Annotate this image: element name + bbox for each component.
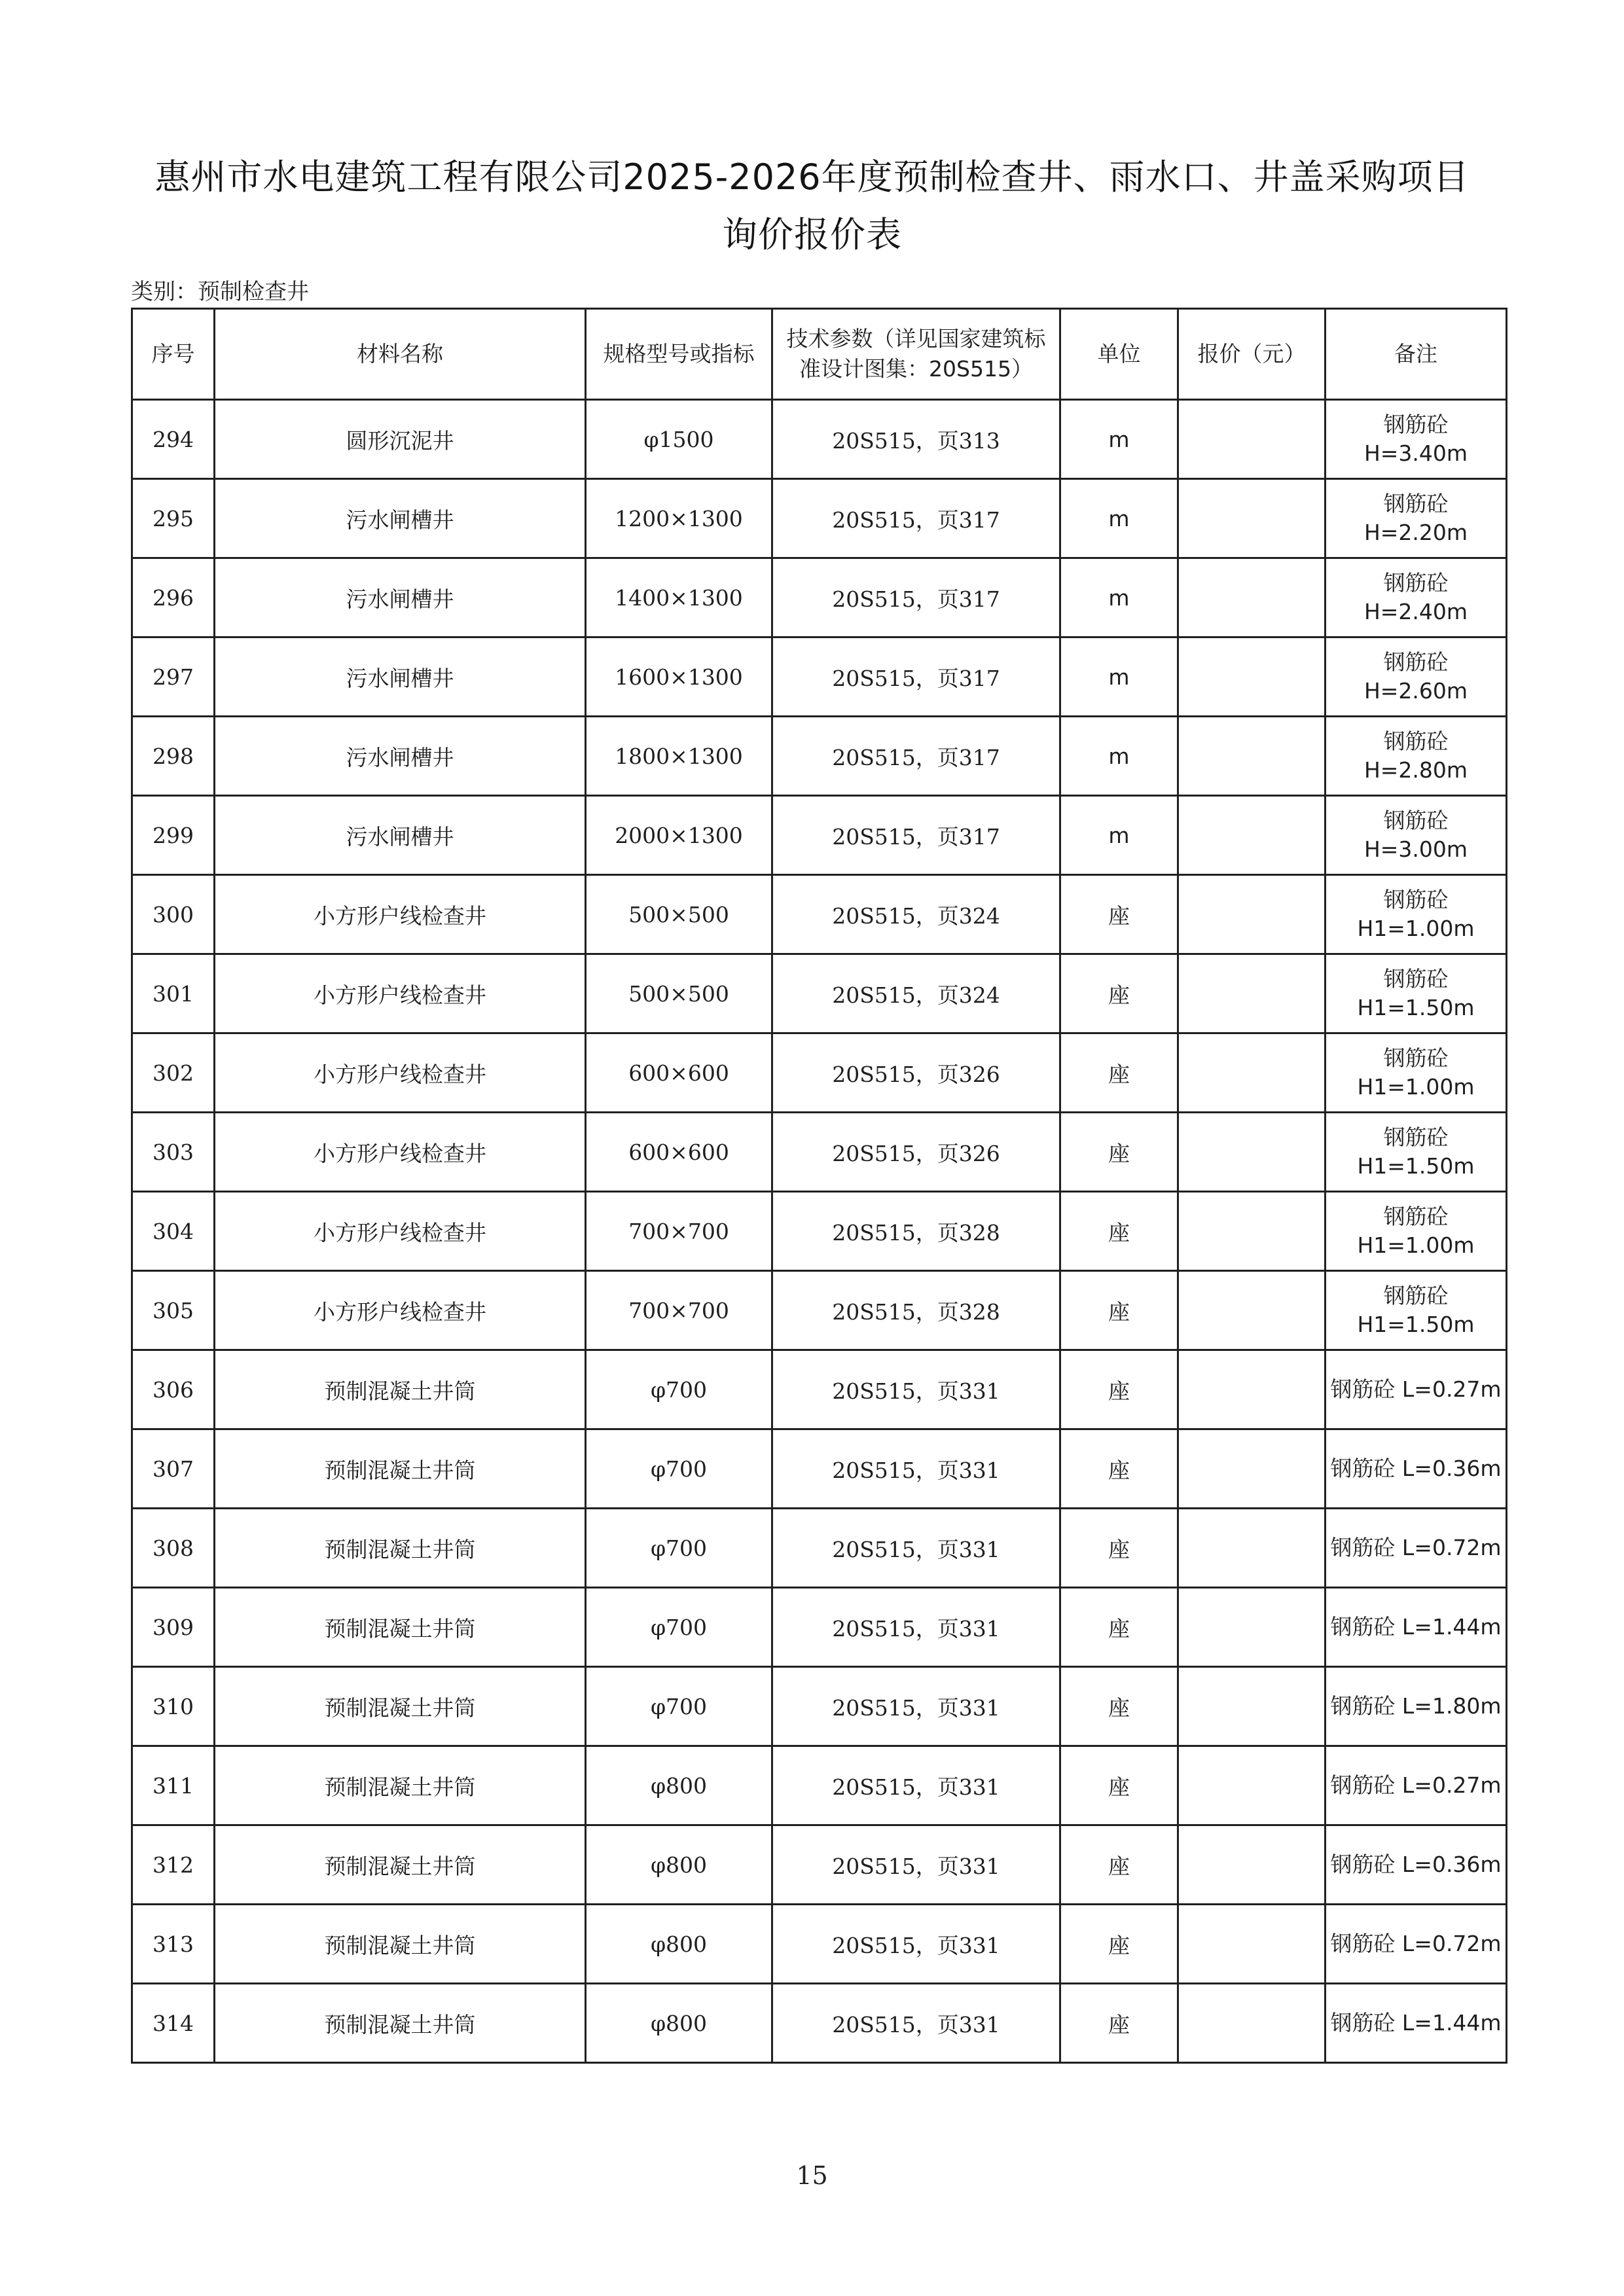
- row-tech-params: 20S515，页331: [772, 1509, 1060, 1588]
- row-material-name: 预制混凝土井筒: [215, 1588, 586, 1667]
- table-row: [132, 1984, 1507, 2063]
- row-price-input[interactable]: [1178, 954, 1326, 1033]
- row-price-input[interactable]: [1178, 1192, 1326, 1271]
- row-note: 钢筋砼 H=3.40m: [1326, 400, 1507, 479]
- row-note: 钢筋砼 L=0.72m: [1326, 1509, 1507, 1588]
- row-price-input[interactable]: [1178, 400, 1326, 479]
- row-material-name: 预制混凝土井筒: [215, 1984, 586, 2063]
- row-price-input[interactable]: [1178, 1667, 1326, 1746]
- row-spec: 500×500: [586, 954, 772, 1033]
- row-seq: 314: [132, 1984, 215, 2063]
- row-tech-params: 20S515，页331: [772, 1588, 1060, 1667]
- row-tech-params: 20S515，页331: [772, 1905, 1060, 1984]
- row-tech-params: 20S515，页317: [772, 796, 1060, 875]
- row-seq: 300: [132, 875, 215, 954]
- row-price-input[interactable]: [1178, 1429, 1326, 1509]
- row-tech-params: 20S515，页328: [772, 1192, 1060, 1271]
- row-tech-params: 20S515，页331: [772, 1429, 1060, 1509]
- row-note: 钢筋砼 L=1.44m: [1326, 1588, 1507, 1667]
- row-note: 钢筋砼 H=2.20m: [1326, 479, 1507, 558]
- table-row: [132, 1746, 1507, 1825]
- row-seq: 313: [132, 1905, 215, 1984]
- row-seq: 301: [132, 954, 215, 1033]
- row-note: 钢筋砼 L=0.27m: [1326, 1350, 1507, 1429]
- row-spec: φ700: [586, 1667, 772, 1746]
- row-note: 钢筋砼 L=0.36m: [1326, 1825, 1507, 1905]
- row-unit: m: [1060, 479, 1178, 558]
- header-tech: 技术参数（详见国家建筑标准设计图集：20S515）: [772, 309, 1060, 400]
- row-spec: 1800×1300: [586, 717, 772, 796]
- row-spec: 700×700: [586, 1271, 772, 1350]
- row-seq: 295: [132, 479, 215, 558]
- header-spec: 规格型号或指标: [586, 309, 772, 400]
- table-row: [132, 558, 1507, 637]
- row-tech-params: 20S515，页328: [772, 1271, 1060, 1350]
- row-price-input[interactable]: [1178, 717, 1326, 796]
- row-note: 钢筋砼 H1=1.50m: [1326, 1113, 1507, 1192]
- row-material-name: 预制混凝土井筒: [215, 1350, 586, 1429]
- row-note: 钢筋砼 H=2.60m: [1326, 637, 1507, 717]
- row-price-input[interactable]: [1178, 1905, 1326, 1984]
- category-label: 类别：预制检查井: [131, 279, 309, 305]
- row-seq: 308: [132, 1509, 215, 1588]
- row-material-name: 污水闸槽井: [215, 558, 586, 637]
- row-tech-params: 20S515，页331: [772, 1667, 1060, 1746]
- row-spec: φ800: [586, 1905, 772, 1984]
- row-price-input[interactable]: [1178, 1825, 1326, 1905]
- row-note: 钢筋砼 H=2.40m: [1326, 558, 1507, 637]
- row-note: 钢筋砼 L=1.44m: [1326, 1984, 1507, 2063]
- table-row: [132, 954, 1507, 1033]
- row-unit: 座: [1060, 1825, 1178, 1905]
- row-tech-params: 20S515，页313: [772, 400, 1060, 479]
- document-title: 惠州市水电建筑工程有限公司2025-2026年度预制检查井、雨水口、井盖采购项目: [154, 156, 1470, 198]
- row-material-name: 小方形户线检查井: [215, 1113, 586, 1192]
- row-unit: m: [1060, 637, 1178, 717]
- row-unit: 座: [1060, 1905, 1178, 1984]
- row-price-input[interactable]: [1178, 796, 1326, 875]
- row-spec: φ700: [586, 1350, 772, 1429]
- row-material-name: 小方形户线检查井: [215, 1033, 586, 1113]
- row-material-name: 污水闸槽井: [215, 717, 586, 796]
- table-row: [132, 717, 1507, 796]
- table-row: [132, 637, 1507, 717]
- row-spec: 700×700: [586, 1192, 772, 1271]
- row-spec: φ1500: [586, 400, 772, 479]
- row-spec: φ700: [586, 1509, 772, 1588]
- row-unit: 座: [1060, 1192, 1178, 1271]
- row-unit: 座: [1060, 1588, 1178, 1667]
- row-unit: 座: [1060, 1033, 1178, 1113]
- row-unit: m: [1060, 558, 1178, 637]
- table-row: [132, 796, 1507, 875]
- table-row: [132, 1905, 1507, 1984]
- row-material-name: 预制混凝土井筒: [215, 1746, 586, 1825]
- table-row: [132, 1033, 1507, 1113]
- row-unit: 座: [1060, 1984, 1178, 2063]
- row-seq: 304: [132, 1192, 215, 1271]
- row-spec: φ800: [586, 1984, 772, 2063]
- row-price-input[interactable]: [1178, 1113, 1326, 1192]
- row-seq: 311: [132, 1746, 215, 1825]
- row-unit: 座: [1060, 954, 1178, 1033]
- row-material-name: 小方形户线检查井: [215, 954, 586, 1033]
- table-body: [132, 400, 1507, 2063]
- row-tech-params: 20S515，页317: [772, 479, 1060, 558]
- row-note: 钢筋砼 H=3.00m: [1326, 796, 1507, 875]
- table-row: [132, 479, 1507, 558]
- row-unit: 座: [1060, 1271, 1178, 1350]
- row-note: 钢筋砼 H1=1.50m: [1326, 954, 1507, 1033]
- table-row: [132, 1192, 1507, 1271]
- table-row: [132, 1825, 1507, 1905]
- row-tech-params: 20S515，页324: [772, 875, 1060, 954]
- row-spec: 600×600: [586, 1113, 772, 1192]
- row-note: 钢筋砼 H1=1.00m: [1326, 875, 1507, 954]
- row-note: 钢筋砼 H=2.80m: [1326, 717, 1507, 796]
- row-price-input[interactable]: [1178, 558, 1326, 637]
- document-subtitle: 询价报价表: [722, 214, 902, 255]
- row-material-name: 预制混凝土井筒: [215, 1667, 586, 1746]
- row-seq: 307: [132, 1429, 215, 1509]
- row-seq: 306: [132, 1350, 215, 1429]
- row-note: 钢筋砼 H1=1.00m: [1326, 1033, 1507, 1113]
- row-material-name: 小方形户线检查井: [215, 875, 586, 954]
- header-note: 备注: [1326, 309, 1507, 400]
- table-row: [132, 1350, 1507, 1429]
- row-price-input[interactable]: [1178, 1033, 1326, 1113]
- table-row: [132, 1588, 1507, 1667]
- row-unit: 座: [1060, 1746, 1178, 1825]
- row-spec: 1200×1300: [586, 479, 772, 558]
- row-note: 钢筋砼 L=1.80m: [1326, 1667, 1507, 1746]
- row-material-name: 污水闸槽井: [215, 796, 586, 875]
- row-price-input[interactable]: [1178, 479, 1326, 558]
- row-note: 钢筋砼 L=0.72m: [1326, 1905, 1507, 1984]
- row-spec: 1400×1300: [586, 558, 772, 637]
- row-spec: φ800: [586, 1825, 772, 1905]
- row-seq: 310: [132, 1667, 215, 1746]
- row-tech-params: 20S515，页326: [772, 1033, 1060, 1113]
- row-seq: 305: [132, 1271, 215, 1350]
- table-row: [132, 1113, 1507, 1192]
- row-tech-params: 20S515，页331: [772, 1825, 1060, 1905]
- table-row: [132, 1667, 1507, 1746]
- row-price-input[interactable]: [1178, 1588, 1326, 1667]
- row-seq: 298: [132, 717, 215, 796]
- table-row: [132, 1271, 1507, 1350]
- row-spec: 500×500: [586, 875, 772, 954]
- row-spec: φ700: [586, 1429, 772, 1509]
- row-unit: 座: [1060, 1667, 1178, 1746]
- row-price-input[interactable]: [1178, 875, 1326, 954]
- row-tech-params: 20S515，页317: [772, 717, 1060, 796]
- row-material-name: 预制混凝土井筒: [215, 1905, 586, 1984]
- row-tech-params: 20S515，页331: [772, 1350, 1060, 1429]
- row-spec: φ800: [586, 1746, 772, 1825]
- row-tech-params: 20S515，页317: [772, 558, 1060, 637]
- row-unit: m: [1060, 796, 1178, 875]
- row-note: 钢筋砼 H1=1.50m: [1326, 1271, 1507, 1350]
- row-tech-params: 20S515，页317: [772, 637, 1060, 717]
- header-unit: 单位: [1060, 309, 1178, 400]
- row-tech-params: 20S515，页331: [772, 1746, 1060, 1825]
- row-seq: 294: [132, 400, 215, 479]
- row-spec: 1600×1300: [586, 637, 772, 717]
- quotation-table: [131, 308, 1507, 2064]
- row-material-name: 预制混凝土井筒: [215, 1509, 586, 1588]
- row-material-name: 预制混凝土井筒: [215, 1429, 586, 1509]
- row-seq: 296: [132, 558, 215, 637]
- table-row: [132, 875, 1507, 954]
- row-unit: 座: [1060, 875, 1178, 954]
- row-material-name: 圆形沉泥井: [215, 400, 586, 479]
- header-seq: 序号: [132, 309, 215, 400]
- row-seq: 299: [132, 796, 215, 875]
- header-price: 报价（元）: [1178, 309, 1326, 400]
- row-seq: 303: [132, 1113, 215, 1192]
- row-spec: 600×600: [586, 1033, 772, 1113]
- row-spec: φ700: [586, 1588, 772, 1667]
- row-unit: m: [1060, 400, 1178, 479]
- row-price-input[interactable]: [1178, 1984, 1326, 2063]
- row-price-input[interactable]: [1178, 1509, 1326, 1588]
- row-note: 钢筋砼 L=0.36m: [1326, 1429, 1507, 1509]
- page-number: 15: [796, 2161, 828, 2190]
- row-tech-params: 20S515，页331: [772, 1984, 1060, 2063]
- row-unit: 座: [1060, 1509, 1178, 1588]
- row-material-name: 小方形户线检查井: [215, 1271, 586, 1350]
- table-header-row: [132, 309, 1507, 400]
- row-unit: 座: [1060, 1113, 1178, 1192]
- row-unit: 座: [1060, 1429, 1178, 1509]
- row-material-name: 小方形户线检查井: [215, 1192, 586, 1271]
- row-seq: 312: [132, 1825, 215, 1905]
- row-material-name: 预制混凝土井筒: [215, 1825, 586, 1905]
- row-spec: 2000×1300: [586, 796, 772, 875]
- table-row: [132, 400, 1507, 479]
- row-material-name: 污水闸槽井: [215, 479, 586, 558]
- row-seq: 309: [132, 1588, 215, 1667]
- row-price-input[interactable]: [1178, 1746, 1326, 1825]
- row-tech-params: 20S515，页324: [772, 954, 1060, 1033]
- header-name: 材料名称: [215, 309, 586, 400]
- row-seq: 302: [132, 1033, 215, 1113]
- row-note: 钢筋砼 L=0.27m: [1326, 1746, 1507, 1825]
- row-price-input[interactable]: [1178, 1350, 1326, 1429]
- row-unit: 座: [1060, 1350, 1178, 1429]
- row-tech-params: 20S515，页326: [772, 1113, 1060, 1192]
- row-note: 钢筋砼 H1=1.00m: [1326, 1192, 1507, 1271]
- table-row: [132, 1509, 1507, 1588]
- row-price-input[interactable]: [1178, 1271, 1326, 1350]
- row-price-input[interactable]: [1178, 637, 1326, 717]
- table-row: [132, 1429, 1507, 1509]
- row-seq: 297: [132, 637, 215, 717]
- row-material-name: 污水闸槽井: [215, 637, 586, 717]
- row-unit: m: [1060, 717, 1178, 796]
